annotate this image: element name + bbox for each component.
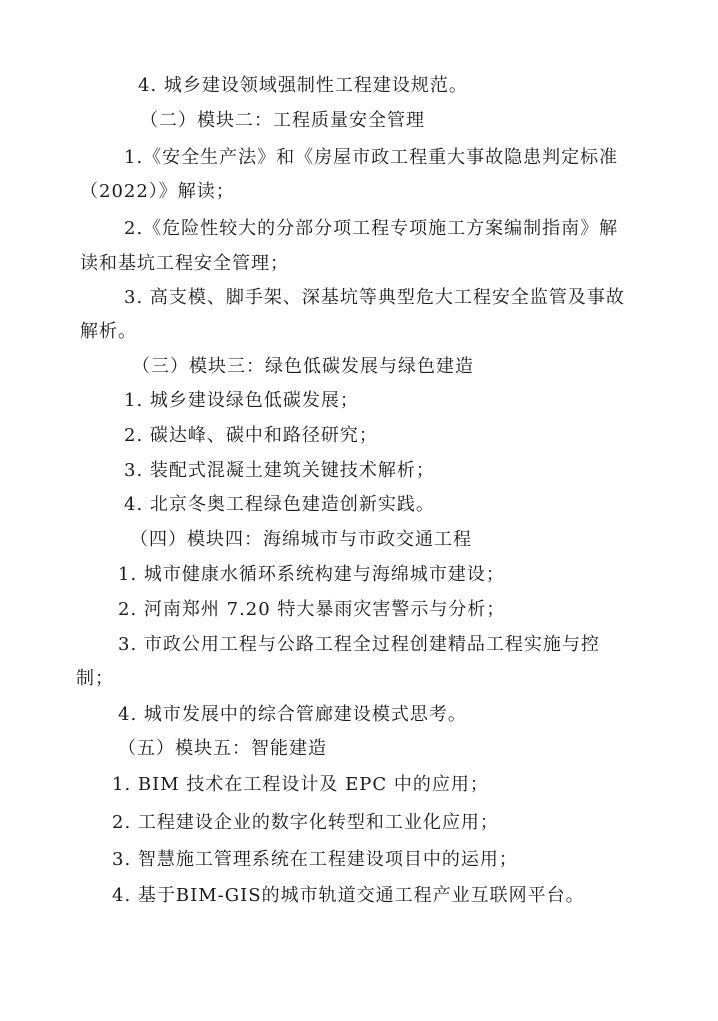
module3-item-1: 1. 城乡建设绿色低碳发展； bbox=[124, 390, 359, 411]
module2-heading: （二）模块二：工程质量安全管理 bbox=[140, 110, 425, 131]
module2-item-3-cont: 解析。 bbox=[80, 321, 137, 342]
module4-item-2: 2. 河南郑州 7.20 特大暴雨灾害警示与分析； bbox=[118, 599, 506, 620]
module3-item-4: 4. 北京冬奥工程绿色建造创新实践。 bbox=[124, 494, 435, 515]
module3-item-2: 2. 碳达峰、碳中和路径研究； bbox=[124, 425, 378, 446]
module5-item-2: 2. 工程建设企业的数字化转型和工业化应用； bbox=[112, 812, 499, 833]
module2-item-1-cont: （2022）》解读； bbox=[80, 181, 235, 202]
module1-item-4: 4. 城乡建设领域强制性工程建设规范。 bbox=[138, 75, 468, 96]
module5-item-3: 3. 智慧施工管理系统在工程建设项目中的运用； bbox=[112, 849, 518, 870]
module3-heading: （三）模块三：绿色低碳发展与绿色建造 bbox=[132, 356, 474, 377]
module5-item-4: 4. 基于BIM-GIS的城市轨道交通工程产业互联网平台。 bbox=[112, 885, 585, 906]
module4-item-1: 1. 城市健康水循环系统构建与海绵城市建设； bbox=[118, 564, 505, 585]
module3-item-3: 3. 装配式混凝土建筑关键技术解析； bbox=[124, 460, 435, 481]
module2-item-1: 1.《安全生产法》和《房屋市政工程重大事故隐患判定标准 bbox=[124, 147, 619, 168]
module2-item-3: 3. 高支模、脚手架、深基坑等典型危大工程安全监管及事故 bbox=[124, 287, 625, 308]
module4-heading: （四）模块四：海绵城市与市政交通工程 bbox=[130, 529, 472, 550]
module4-item-3-cont: 制； bbox=[76, 668, 114, 689]
module5-item-1: 1. BIM 技术在工程设计及 EPC 中的应用； bbox=[112, 774, 489, 795]
module2-item-2-cont: 读和基坑工程安全管理； bbox=[80, 253, 289, 274]
module2-item-2: 2.《危险性较大的分部分项工程专项施工方案编制指南》解 bbox=[124, 218, 619, 239]
module4-item-4: 4. 城市发展中的综合管廊建设模式思考。 bbox=[118, 704, 467, 725]
module4-item-3: 3. 市政公用工程与公路工程全过程创建精品工程实施与控 bbox=[118, 634, 600, 655]
module5-heading: （五）模块五：智能建造 bbox=[118, 738, 327, 759]
